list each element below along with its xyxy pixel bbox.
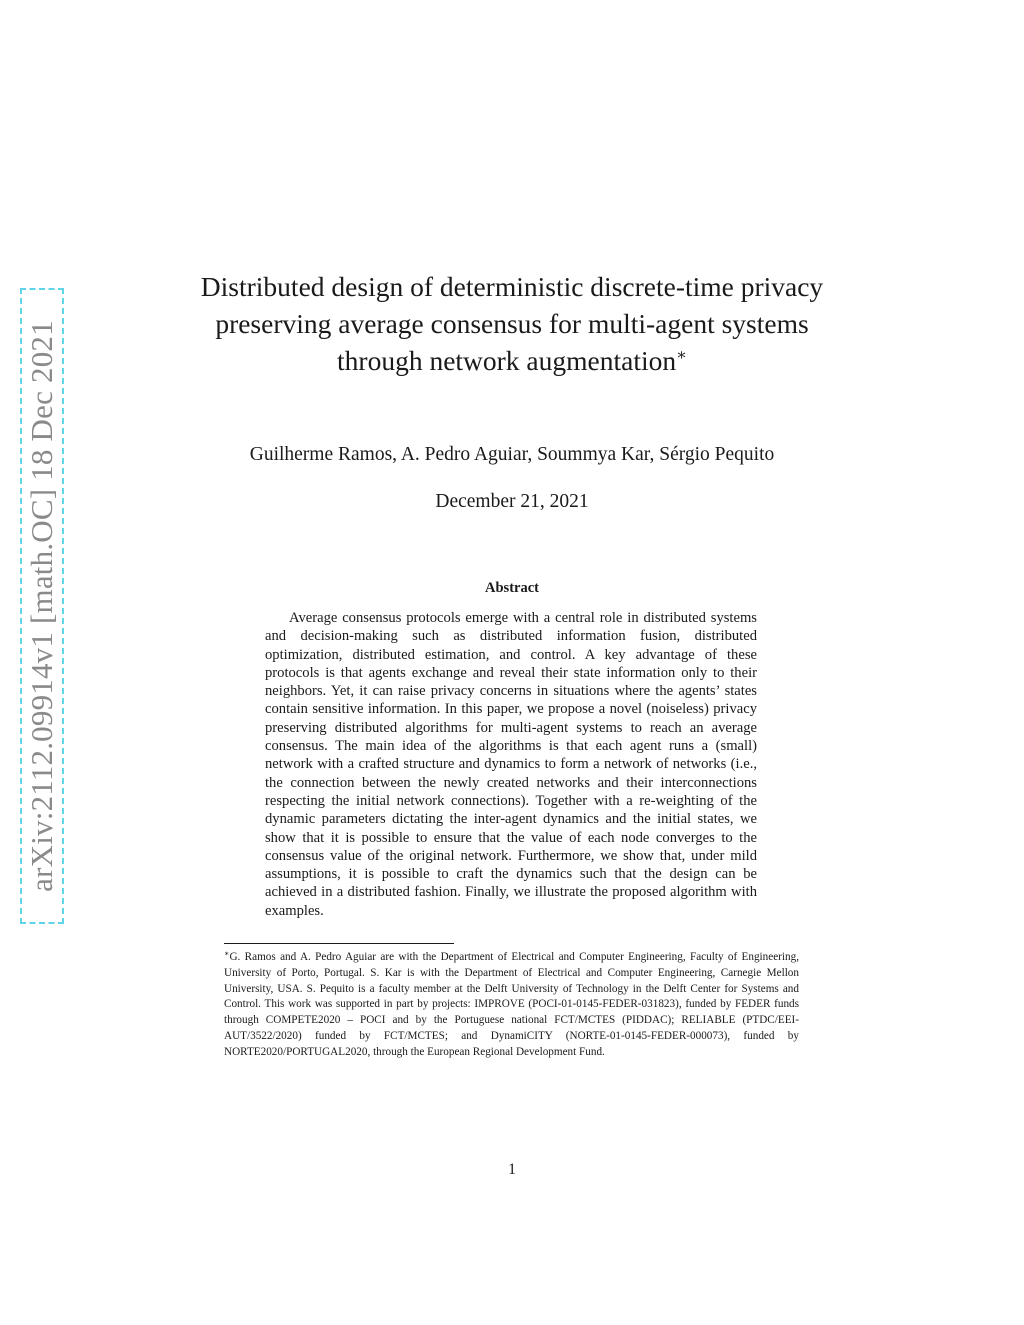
paper-title: [200, 268, 824, 379]
page-number: 1: [508, 1161, 516, 1178]
footnote-divider: [224, 943, 454, 944]
paper-title-text: Distributed design of deterministic discrete-time privacy preserving average consensus for multi-agent systems through network augmentation: [200, 271, 824, 376]
paper-authors: Guilherme Ramos, A. Pedro Aguiar, Soummya Kar, Sérgio Pequito: [249, 444, 775, 465]
footnote-marker: ∗: [224, 949, 230, 958]
abstract-heading: Abstract: [485, 580, 539, 596]
arxiv-stamp[interactable]: [20, 288, 64, 924]
abstract-text: Average consensus protocols emerge with a central role in distributed systems and decision-making such as distributed information fusion, distributed optimization, distributed estimation, and control. A key advantage of these protocols is that agents exchange and reveal their state information only to their neighbors. Yet, it can raise privacy concerns in situations where the agents’ states contain sensitive information. In this paper, we propose a novel (noiseless) privacy preserving distributed algorithms for multi-agent systems to reach an average consensus. The main idea of the algorithms is that each agent runs a (small) network with a crafted structure and dynamics to form a network of networks (i.e., the connection between the newly created networks and their interconnections respecting the initial network connections). Together with a re-weighting of the dynamic parameters dictating the inter-agent dynamics and the initial states, we show that it is possible to ensure that the value of each node converges to the consensus value of the original network. Furthermore, we show that, under mild assumptions, it is possible to craft the dynamics such that the design can be achieved in a distributed fashion. Finally, we illustrate the proposed algorithm with examples.: [265, 610, 757, 919]
footnote: [224, 950, 799, 1061]
footnote-text: G. Ramos and A. Pedro Aguiar are with the Department of Electrical and Computer Engineering, Faculty of Engineering, University of Porto, Portugal. S. Kar is with the Department of Electrical and Computer Engineering, Carnegie Mellon University, USA. S. Pequito is a faculty member at the Delft University of Technology in the Delft Center for Systems and Control. This work was supported in part by projects: IMPROVE (POCI-01-0145-FEDER-031823), funded by FEDER funds through COMPETE2020 – POCI and by the Portuguese national FCT/MCTES (PIDDAC); RELIABLE (PTDC/EEI-AUT/3522/2020) funded by FCT/MCTES; and DynamiCITY (NORTE-01-0145-FEDER-000073), funded by NORTE2020/PORTUGAL2020, through the European Regional Development Fund.: [224, 951, 799, 1058]
title-footnote-marker[interactable]: ∗: [676, 347, 687, 364]
paper-date: December 21, 2021: [435, 491, 589, 512]
arxiv-identifier[interactable]: arXiv:2112.09914v1 [math.OC] 18 Dec 2021: [24, 320, 59, 892]
